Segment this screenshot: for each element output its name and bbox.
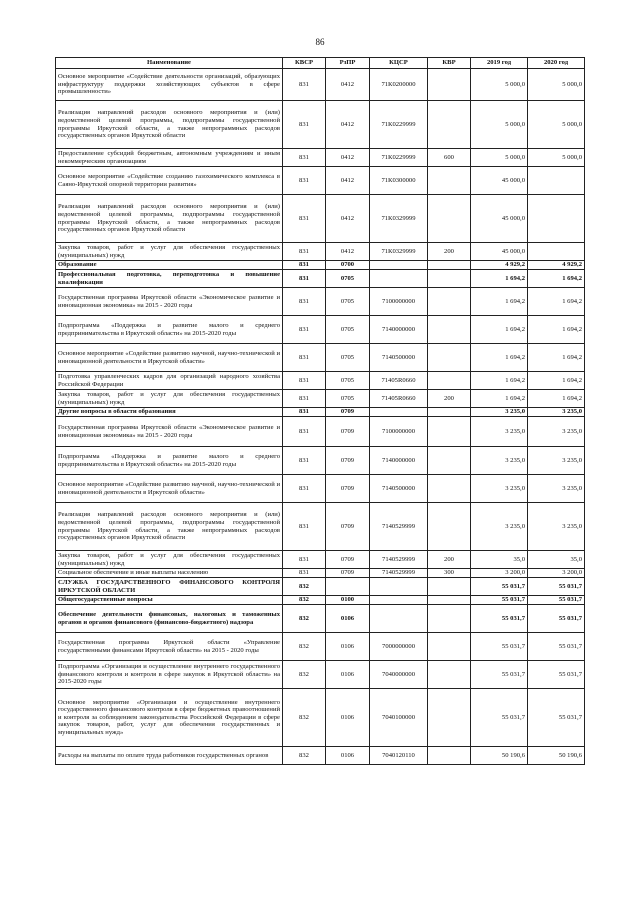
cell-kcsr: 71К0200000 (370, 69, 428, 101)
cell-2019: 3 235,0 (471, 417, 528, 447)
cell-2020: 55 031,7 (528, 596, 585, 605)
cell-2020 (528, 195, 585, 243)
cell-kcsr: 71К0229999 (370, 101, 428, 149)
table-row (56, 149, 585, 167)
cell-kcsr: 7040120110 (370, 747, 428, 765)
cell-rzpr: 0106 (326, 661, 370, 689)
cell-kcsr: 71К0300000 (370, 167, 428, 195)
cell-2019: 50 190,6 (471, 747, 528, 765)
cell-kcsr: 71405R0660 (370, 372, 428, 390)
cell-kcsr: 71К0329999 (370, 243, 428, 261)
cell-name: Реализация направлений расходов основного мероприятия и (или) ведомственной целевой программы, подпрограммы государственной программы Иркутской области, а также непрограммных расходов государственных органов Иркутской области (56, 101, 283, 149)
col-header-kvsr: КВСР (283, 58, 326, 69)
cell-rzpr: 0705 (326, 372, 370, 390)
col-header-2019: 2019 год (471, 58, 528, 69)
cell-2020 (528, 167, 585, 195)
cell-kvr (428, 596, 471, 605)
cell-name: Подпрограмма «Организация и осуществление внутреннего государственного финансового контроля и контроля в сфере закупок в Иркутской области» на 2015-2020 годы (56, 661, 283, 689)
table-row (56, 551, 585, 569)
cell-kvr (428, 633, 471, 661)
cell-kvr (428, 101, 471, 149)
cell-name: Расходы на выплаты по оплате труда работников государственных органов (56, 747, 283, 765)
cell-kvsr: 832 (283, 689, 326, 747)
table-row (56, 288, 585, 316)
cell-2020: 5 000,0 (528, 149, 585, 167)
cell-kvr (428, 447, 471, 475)
cell-kcsr: 71К0229999 (370, 149, 428, 167)
cell-2019: 3 235,0 (471, 503, 528, 551)
cell-kvr (428, 747, 471, 765)
cell-kvr (428, 605, 471, 633)
cell-kcsr (370, 605, 428, 633)
cell-2019: 45 000,0 (471, 167, 528, 195)
cell-2019: 3 200,0 (471, 569, 528, 578)
cell-kvsr: 831 (283, 503, 326, 551)
cell-name: Подготовка управленческих кадров для организаций народного хозяйства Российской Федерации (56, 372, 283, 390)
cell-name: Реализация направлений расходов основного мероприятия и (или) ведомственной целевой программы, подпрограммы государственной программы Иркутской области, а также непрограммных расходов государственных органов Иркутской области (56, 503, 283, 551)
cell-rzpr: 0705 (326, 390, 370, 408)
cell-kcsr: 7140500000 (370, 344, 428, 372)
cell-rzpr: 0106 (326, 605, 370, 633)
cell-kvsr: 831 (283, 390, 326, 408)
cell-kcsr (370, 261, 428, 270)
cell-2019: 3 235,0 (471, 408, 528, 417)
cell-kvr (428, 261, 471, 270)
cell-kvr (428, 316, 471, 344)
table-row (56, 372, 585, 390)
cell-rzpr: 0700 (326, 261, 370, 270)
cell-2019: 1 694,2 (471, 390, 528, 408)
cell-2019: 45 000,0 (471, 243, 528, 261)
cell-name: Основное мероприятие «Содействие созданию газохимического комплекса в Саяно-Иркутской опорной территории развития» (56, 167, 283, 195)
cell-kvsr: 832 (283, 747, 326, 765)
cell-rzpr: 0709 (326, 569, 370, 578)
cell-rzpr: 0709 (326, 503, 370, 551)
cell-2020: 55 031,7 (528, 689, 585, 747)
col-header-kvr: КВР (428, 58, 471, 69)
cell-kvr (428, 288, 471, 316)
cell-name: Закупка товаров, работ и услуг для обеспечения государственных (муниципальных) нужд (56, 390, 283, 408)
cell-2020: 1 694,2 (528, 288, 585, 316)
cell-2020 (528, 243, 585, 261)
cell-2019: 1 694,2 (471, 270, 528, 288)
table-row (56, 195, 585, 243)
cell-kvsr: 831 (283, 316, 326, 344)
cell-kcsr: 71К0329999 (370, 195, 428, 243)
cell-kvsr: 831 (283, 195, 326, 243)
cell-2019: 1 694,2 (471, 344, 528, 372)
table-row (56, 344, 585, 372)
cell-kvsr: 831 (283, 551, 326, 569)
cell-2019: 35,0 (471, 551, 528, 569)
cell-kcsr: 7100000000 (370, 288, 428, 316)
cell-name: Основное мероприятие «Организация и осуществление внутреннего государственного финансового контроля в сфере бюджетных правоотношений и контроля за соблюдением законодательства Российской Федерации в сфере закупок товаров, работ, услуг для обеспечения государственных и муниципальных нужд» (56, 689, 283, 747)
cell-2019: 1 694,2 (471, 288, 528, 316)
cell-name: Реализация направлений расходов основного мероприятия и (или) ведомственной целевой программы, подпрограммы государственной программы Иркутской области, а также непрограммных расходов государственных органов Иркутской области (56, 195, 283, 243)
cell-kvsr: 831 (283, 149, 326, 167)
cell-name: Государственная программа Иркутской области «Экономическое развитие и инновационная экономика» на 2015 - 2020 годы (56, 417, 283, 447)
cell-rzpr: 0705 (326, 344, 370, 372)
cell-rzpr: 0709 (326, 408, 370, 417)
cell-2019: 55 031,7 (471, 661, 528, 689)
cell-rzpr: 0106 (326, 689, 370, 747)
cell-kvr: 200 (428, 390, 471, 408)
cell-kvr (428, 475, 471, 503)
cell-kvsr: 832 (283, 605, 326, 633)
table-row (56, 447, 585, 475)
cell-rzpr: 0106 (326, 633, 370, 661)
cell-kvr: 200 (428, 243, 471, 261)
cell-kvr (428, 417, 471, 447)
cell-rzpr: 0106 (326, 747, 370, 765)
cell-kvsr: 831 (283, 447, 326, 475)
cell-kvr (428, 344, 471, 372)
cell-kvr: 200 (428, 551, 471, 569)
cell-kvsr: 831 (283, 261, 326, 270)
cell-name: Общегосударственные вопросы (56, 596, 283, 605)
cell-kcsr (370, 270, 428, 288)
cell-kvr (428, 69, 471, 101)
cell-kvr (428, 167, 471, 195)
table-row (56, 316, 585, 344)
cell-name: СЛУЖБА ГОСУДАРСТВЕННОГО ФИНАНСОВОГО КОНТРОЛЯ ИРКУТСКОЙ ОБЛАСТИ (56, 578, 283, 596)
cell-2020: 55 031,7 (528, 605, 585, 633)
cell-rzpr (326, 578, 370, 596)
cell-kvr: 600 (428, 149, 471, 167)
cell-kcsr: 7140529999 (370, 503, 428, 551)
table-row (56, 69, 585, 101)
col-header-2020: 2020 год (528, 58, 585, 69)
cell-name: Закупка товаров, работ и услуг для обеспечения государственных (муниципальных) нужд (56, 243, 283, 261)
cell-name: Образование (56, 261, 283, 270)
budget-table (55, 57, 585, 765)
cell-kvr (428, 270, 471, 288)
cell-kcsr: 7140000000 (370, 447, 428, 475)
table-row (56, 243, 585, 261)
cell-name: Государственная программа Иркутской области «Управление государственными финансами Иркутской области» на 2015 - 2020 годы (56, 633, 283, 661)
cell-2020: 3 235,0 (528, 417, 585, 447)
cell-kcsr: 71405R0660 (370, 390, 428, 408)
table-row (56, 689, 585, 747)
cell-rzpr: 0709 (326, 417, 370, 447)
page-number: 86 (315, 37, 325, 47)
cell-2020: 3 235,0 (528, 475, 585, 503)
cell-name: Обеспечение деятельности финансовых, налоговых и таможенных органов и органов финансового (финансово-бюджетного) надзора (56, 605, 283, 633)
cell-kcsr: 7000000000 (370, 633, 428, 661)
cell-2019: 5 000,0 (471, 149, 528, 167)
cell-2020: 1 694,2 (528, 316, 585, 344)
cell-kcsr (370, 578, 428, 596)
table-row (56, 167, 585, 195)
cell-kvsr: 831 (283, 344, 326, 372)
cell-kvsr: 832 (283, 661, 326, 689)
table-row (56, 633, 585, 661)
cell-kcsr: 7040100000 (370, 689, 428, 747)
cell-2019: 55 031,7 (471, 605, 528, 633)
table-row (56, 417, 585, 447)
cell-kvr (428, 195, 471, 243)
cell-kvsr: 831 (283, 417, 326, 447)
cell-2020: 5 000,0 (528, 69, 585, 101)
cell-kcsr: 7040000000 (370, 661, 428, 689)
table-row (56, 503, 585, 551)
cell-2020: 1 694,2 (528, 270, 585, 288)
cell-rzpr: 0100 (326, 596, 370, 605)
cell-kvsr: 831 (283, 372, 326, 390)
table-row (56, 270, 585, 288)
cell-2019: 3 235,0 (471, 475, 528, 503)
cell-2020: 4 929,2 (528, 261, 585, 270)
cell-kvr (428, 661, 471, 689)
cell-rzpr: 0709 (326, 475, 370, 503)
cell-2020: 1 694,2 (528, 344, 585, 372)
table-row (56, 390, 585, 408)
cell-2019: 55 031,7 (471, 596, 528, 605)
cell-rzpr: 0705 (326, 288, 370, 316)
cell-rzpr: 0709 (326, 447, 370, 475)
cell-rzpr: 0412 (326, 167, 370, 195)
col-header-kcsr: КЦСР (370, 58, 428, 69)
cell-name: Подпрограмма «Поддержка и развитие малого и среднего предпринимательства в Иркутской области» на 2015-2020 годы (56, 316, 283, 344)
cell-kvr: 300 (428, 569, 471, 578)
cell-2019: 1 694,2 (471, 316, 528, 344)
table-header-row (56, 58, 585, 69)
cell-2020: 55 031,7 (528, 578, 585, 596)
cell-kvsr: 831 (283, 167, 326, 195)
table-row (56, 408, 585, 417)
cell-2020: 3 235,0 (528, 503, 585, 551)
cell-name: Основное мероприятие «Содействие деятельности организаций, образующих инфраструктуру поддержки хозяйствующих субъектов в сфере промышленности» (56, 69, 283, 101)
cell-rzpr: 0705 (326, 270, 370, 288)
cell-name: Социальное обеспечение и иные выплаты населению (56, 569, 283, 578)
cell-kvsr: 831 (283, 475, 326, 503)
table-row (56, 578, 585, 596)
cell-rzpr: 0412 (326, 149, 370, 167)
cell-kvsr: 831 (283, 288, 326, 316)
cell-2019: 55 031,7 (471, 689, 528, 747)
cell-kvsr: 832 (283, 578, 326, 596)
cell-2020: 3 235,0 (528, 408, 585, 417)
cell-kcsr: 7140000000 (370, 316, 428, 344)
table-row (56, 661, 585, 689)
cell-2019: 5 000,0 (471, 69, 528, 101)
cell-name: Государственная программа Иркутской области «Экономическое развитие и инновационная экономика» на 2015 - 2020 годы (56, 288, 283, 316)
cell-kcsr: 7140529999 (370, 569, 428, 578)
cell-name: Основное мероприятие «Содействие развитию научной, научно-технической и инновационной деятельности в Иркутской области» (56, 344, 283, 372)
cell-name: Закупка товаров, работ и услуг для обеспечения государственных (муниципальных) нужд (56, 551, 283, 569)
cell-2020: 5 000,0 (528, 101, 585, 149)
cell-2019: 5 000,0 (471, 101, 528, 149)
cell-kcsr: 7140500000 (370, 475, 428, 503)
cell-rzpr: 0412 (326, 195, 370, 243)
cell-2019: 1 694,2 (471, 372, 528, 390)
cell-2019: 55 031,7 (471, 578, 528, 596)
cell-name: Подпрограмма «Поддержка и развитие малого и среднего предпринимательства в Иркутской области» на 2015-2020 годы (56, 447, 283, 475)
cell-2019: 3 235,0 (471, 447, 528, 475)
cell-kvsr: 831 (283, 408, 326, 417)
cell-2019: 4 929,2 (471, 261, 528, 270)
cell-rzpr: 0412 (326, 243, 370, 261)
cell-rzpr: 0705 (326, 316, 370, 344)
cell-kvsr: 831 (283, 270, 326, 288)
cell-rzpr: 0709 (326, 551, 370, 569)
table-row (56, 747, 585, 765)
table-row (56, 101, 585, 149)
cell-kcsr: 7140529999 (370, 551, 428, 569)
cell-2020: 50 190,6 (528, 747, 585, 765)
cell-kvsr: 832 (283, 596, 326, 605)
table-row (56, 569, 585, 578)
col-header-name: Наименование (56, 58, 283, 69)
cell-kvsr: 831 (283, 569, 326, 578)
cell-rzpr: 0412 (326, 69, 370, 101)
cell-2020: 3 235,0 (528, 447, 585, 475)
cell-rzpr: 0412 (326, 101, 370, 149)
cell-kvsr: 831 (283, 101, 326, 149)
cell-kcsr (370, 408, 428, 417)
cell-kcsr: 7100000000 (370, 417, 428, 447)
cell-kvr (428, 689, 471, 747)
cell-2020: 55 031,7 (528, 633, 585, 661)
cell-kvsr: 832 (283, 633, 326, 661)
table-row (56, 596, 585, 605)
cell-kvr (428, 503, 471, 551)
cell-name: Профессиональная подготовка, переподготовка и повышение квалификации (56, 270, 283, 288)
cell-kvr (428, 408, 471, 417)
cell-2020: 1 694,2 (528, 372, 585, 390)
cell-2020: 55 031,7 (528, 661, 585, 689)
cell-name: Основное мероприятие «Содействие развитию научной, научно-технической и инновационной деятельности в Иркутской области» (56, 475, 283, 503)
cell-kvr (428, 372, 471, 390)
table-row (56, 261, 585, 270)
cell-2020: 35,0 (528, 551, 585, 569)
cell-2019: 45 000,0 (471, 195, 528, 243)
cell-2020: 1 694,2 (528, 390, 585, 408)
col-header-rzpr: РзПР (326, 58, 370, 69)
cell-2019: 55 031,7 (471, 633, 528, 661)
cell-name: Другие вопросы в области образования (56, 408, 283, 417)
table-row (56, 605, 585, 633)
cell-kvsr: 831 (283, 243, 326, 261)
table-row (56, 475, 585, 503)
cell-kvsr: 831 (283, 69, 326, 101)
cell-kvr (428, 578, 471, 596)
cell-kcsr (370, 596, 428, 605)
cell-2020: 3 200,0 (528, 569, 585, 578)
cell-name: Предоставление субсидий бюджетным, автономным учреждениям и иным некоммерческим организациям (56, 149, 283, 167)
